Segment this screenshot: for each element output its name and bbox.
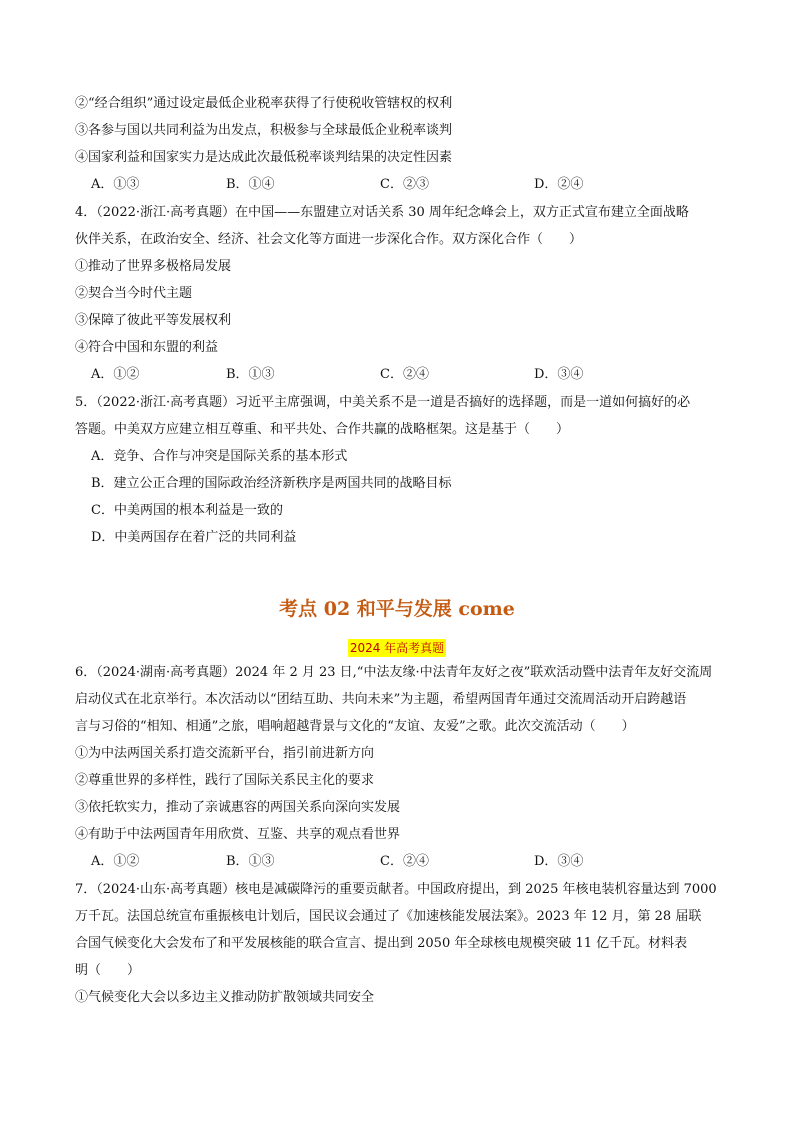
q7-stem-line-1: 7．（2024·山东·高考真题）核电是减碳降污的重要贡献者。中国政府提出，到 2025 年核电装机容量达到 7000 [75,882,717,897]
q4-option-d[interactable]: D．③④ [534,367,584,382]
q6-item-3: ③依托软实力，推动了亲诚惠容的两国关系向深向实发展 [75,800,401,815]
year-badge: 2024 年高考真题 [349,641,445,655]
section-title: 考点 02 和平与发展 come [279,598,515,620]
q7-stem-line-4: 明（ ） [75,963,141,978]
q5-stem-line-1: 5．（2022·浙江·高考真题）习近平主席强调，中美关系不是一道是否搞好的选择题，而是一道如何搞好的必 [75,395,691,410]
q6-stem-line-3: 言与习俗的“相知、相通”之旅，唱响超越背景与文化的“友谊、友爱”之歌。此次交流活动（ ） [75,719,635,734]
q4-stem-line-1: 4．（2022·浙江·高考真题）在中国——东盟建立对话关系 30 周年纪念峰会上，双方正式宣布建立全面战略 [75,205,689,220]
section-badge-wrap [0,637,794,657]
q6-option-a[interactable]: A．①② [91,854,140,869]
q5-option-d[interactable]: D．中美两国存在着广泛的共同利益 [91,530,297,545]
q4-option-c[interactable]: C．②④ [380,367,429,382]
q5-option-a[interactable]: A．竞争、合作与冲突是国际关系的基本形式 [91,449,348,464]
q3-option-a[interactable]: A．①③ [91,177,140,192]
q4-option-a[interactable]: A．①② [91,367,140,382]
q3-option-b[interactable]: B．①④ [226,177,275,192]
q7-stem-line-3: 合国气候变化大会发布了和平发展核能的联合宣言、提出到 2050 年全球核电规模突破 11 亿千瓦。材料表 [75,936,688,951]
q3-item-4: ④国家利益和国家实力是达成此次最低税率谈判结果的决定性因素 [75,150,453,165]
q7-item-1: ①气候变化大会以多边主义推动防扩散领域共同安全 [75,990,375,1005]
q6-option-b[interactable]: B．①③ [226,854,275,869]
q6-item-4: ④有助于中法两国青年用欣赏、互鉴、共享的观点看世界 [75,827,401,842]
q6-stem-line-2: 启动仪式在北京举行。本次活动以“团结互助、共向未来”为主题，希望两国青年通过交流周活动开启跨越语 [75,692,687,707]
q4-item-4: ④符合中国和东盟的利益 [75,340,219,355]
q6-option-d[interactable]: D．③④ [534,854,584,869]
q4-item-2: ②契合当今时代主题 [75,286,193,301]
q5-stem-line-2: 答题。中美双方应建立相互尊重、和平共处、合作共赢的战略框架。这是基于（ ） [75,422,570,437]
q4-stem-line-2: 伙伴关系，在政治安全、经济、社会文化等方面进一步深化合作。双方深化合作（ ） [75,232,583,247]
q6-item-2: ②尊重世界的多样性，践行了国际关系民主化的要求 [75,773,375,788]
q4-option-b[interactable]: B．①③ [226,367,275,382]
q4-item-1: ①推动了世界多极格局发展 [75,259,232,274]
q3-item-3: ③各参与国以共同利益为出发点，积极参与全球最低企业税率谈判 [75,123,453,138]
q6-stem-line-1: 6．（2024·湖南·高考真题）2024 年 2 月 23 日,“中法友缘·中法青年友好之夜”联欢活动暨中法青年友好交流周 [75,665,713,680]
q3-option-c[interactable]: C．②③ [380,177,429,192]
q5-option-b[interactable]: B．建立公正合理的国际政治经济新秩序是两国共同的战略目标 [91,476,452,491]
q5-option-c[interactable]: C．中美两国的根本利益是一致的 [91,503,283,518]
q6-option-c[interactable]: C．②④ [380,854,429,869]
q6-item-1: ①为中法两国关系打造交流新平台，指引前进新方向 [75,746,375,761]
q4-item-3: ③保障了彼此平等发展权利 [75,313,232,328]
q3-option-d[interactable]: D．②④ [534,177,584,192]
q7-stem-line-2: 万千瓦。法国总统宣布重振核电计划后，国民议会通过了《加速核能发展法案》。2023 年 12 月，第 28 届联 [75,909,702,924]
q3-item-2: ②“经合组织”通过设定最低企业税率获得了行使税收管辖权的权利 [75,96,453,111]
